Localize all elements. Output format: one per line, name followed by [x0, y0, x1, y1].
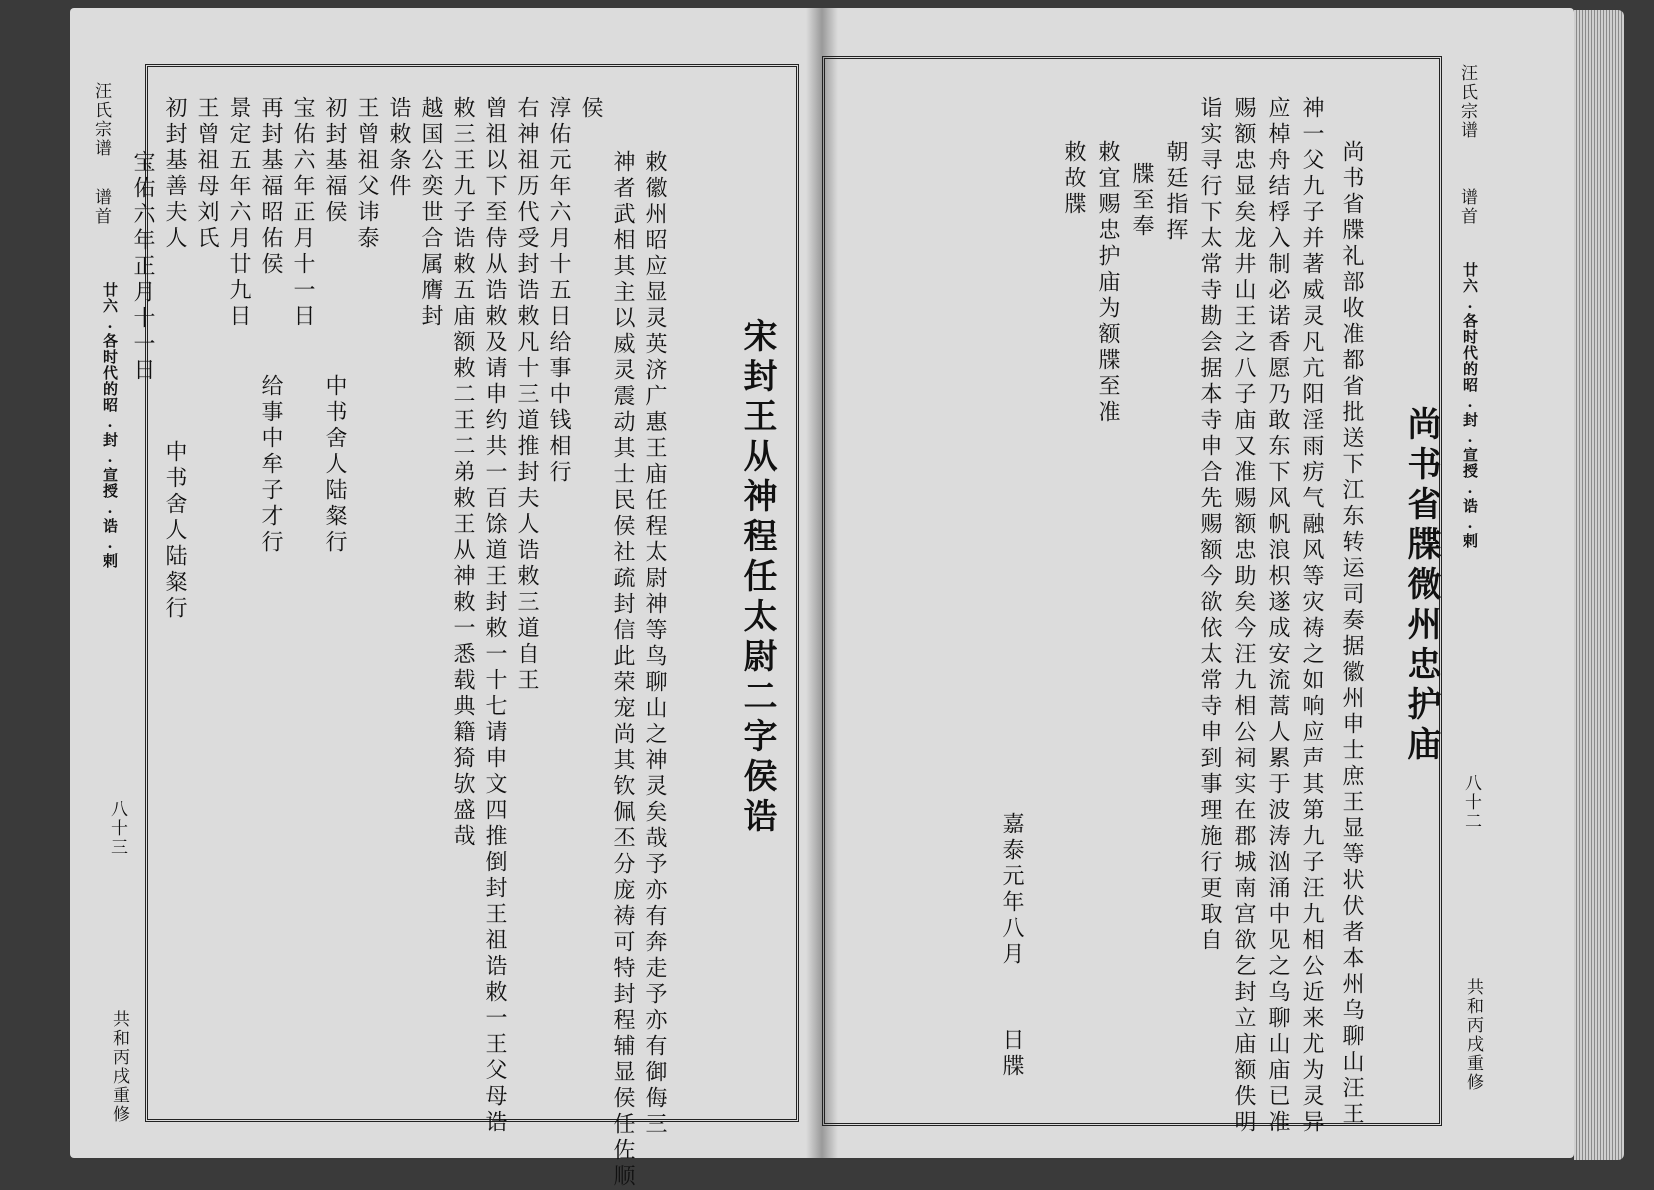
left-col-15: 王曾祖母刘氏 [194, 96, 219, 252]
left-col-7: 敕三王九子诰敕五庙额敕二王二弟敕王从神敕一悉载典籍猗欤盛哉 [450, 96, 475, 850]
left-edition: 共和丙戌重修 [109, 1010, 129, 1124]
left-col-1: 敕徽州昭应显灵英济广惠王庙任程太尉神等鸟聊山之神灵矣哉予亦有奔走予亦有御侮三 [642, 150, 667, 1138]
right-page-title: 尚书省牒微州忠护庙 [1401, 406, 1441, 766]
left-col-13: 再封基福昭佑侯 [258, 96, 283, 278]
right-col-7: 牒至奉 [1129, 162, 1154, 240]
right-col-3: 应棹舟结桴入制必诺香愿乃敢东下风帆浪枳遂成安流蒿人累于波涛汹涌中见之乌聊山庙已准 [1265, 96, 1290, 1136]
left-col-17: 宝佑六年正月十一日 [130, 150, 155, 384]
left-col-5: 右神祖历代受封诰敕凡十三道推封夫人诰敕三道自王 [514, 96, 539, 694]
right-col-8: 敕宜赐忠护庙为额牒至准 [1095, 140, 1120, 426]
left-col-3: 侯 [578, 96, 603, 122]
left-book-title: 汪氏宗谱 [91, 82, 111, 158]
left-col-4: 淳佑元年六月十五日给事中钱相行 [546, 96, 571, 486]
right-book-title: 汪氏宗谱 [1457, 64, 1477, 140]
left-signature-1: 中书舍人陆粲行 [322, 374, 347, 556]
right-date-end: 日牒 [999, 1028, 1024, 1080]
right-col-4: 赐额忠显矣龙井山王之八子庙又准赐额忠助矣今汪九相公祠实在郡城南宫欲乞封立庙额佚明 [1231, 96, 1256, 1136]
left-section: 谱首 [91, 188, 111, 226]
right-edition: 共和丙戌重修 [1463, 978, 1483, 1092]
left-col-14: 景定五年六月廿九日 [226, 96, 251, 330]
left-page-title: 宋封王从神程任太尉二字侯诰 [737, 318, 777, 838]
right-page-number: 八十二 [1461, 774, 1481, 831]
right-chapter: 廿六.各时代的昭.封.宣授.诰.剌 [1461, 262, 1479, 549]
left-col-11: 初封基福侯 [322, 96, 347, 226]
left-col-8: 越国公奕世合属膺封 [418, 96, 443, 330]
right-col-9: 敕故牒 [1061, 140, 1086, 218]
left-col-2: 神者武相其主以威灵震动其士民侯社疏封信此荣宠尚其钦佩丕分庞祷可特封程辅显侯任佐顺 [610, 150, 635, 1190]
left-signature-2: 给事中牟子才行 [258, 374, 283, 556]
right-col-1: 尚书省牒礼部收准都省批送下江东转运司奏据徽州申士庶王显等状伏者本州乌聊山汪王 [1339, 140, 1364, 1128]
left-col-12: 宝佑六年正月十一日 [290, 96, 315, 330]
left-col-9: 诰敕条件 [386, 96, 411, 200]
left-chapter: 廿六.各时代的昭.封.宣授.诰.剌 [101, 282, 119, 569]
left-col-6: 曾祖以下至侍从诰敕及请申约共一百馀道王封敕一十七请申文四推倒封王祖诰敕一王父母诰 [482, 96, 507, 1136]
right-date-line: 嘉泰元年八月 [999, 812, 1024, 968]
right-col-5: 诣实寻行下太常寺勘会据本寺申合先赐额今欲依太常寺申到事理施行更取自 [1197, 96, 1222, 954]
left-col-16: 初封基善夫人 [162, 96, 187, 252]
right-col-2: 神一父九子并著威灵凡亢阳淫雨疠气融风等灾祷之如响应声其第九子汪九相公近来尤为灵异 [1299, 96, 1324, 1136]
left-col-10: 王曾祖父讳泰 [354, 96, 379, 252]
left-signature-3: 中书舍人陆粲行 [162, 440, 187, 622]
left-page-number: 八十三 [107, 800, 127, 857]
right-section: 谱首 [1457, 188, 1477, 226]
page-edges [1574, 10, 1624, 1160]
right-col-6: 朝廷指挥 [1163, 140, 1188, 244]
